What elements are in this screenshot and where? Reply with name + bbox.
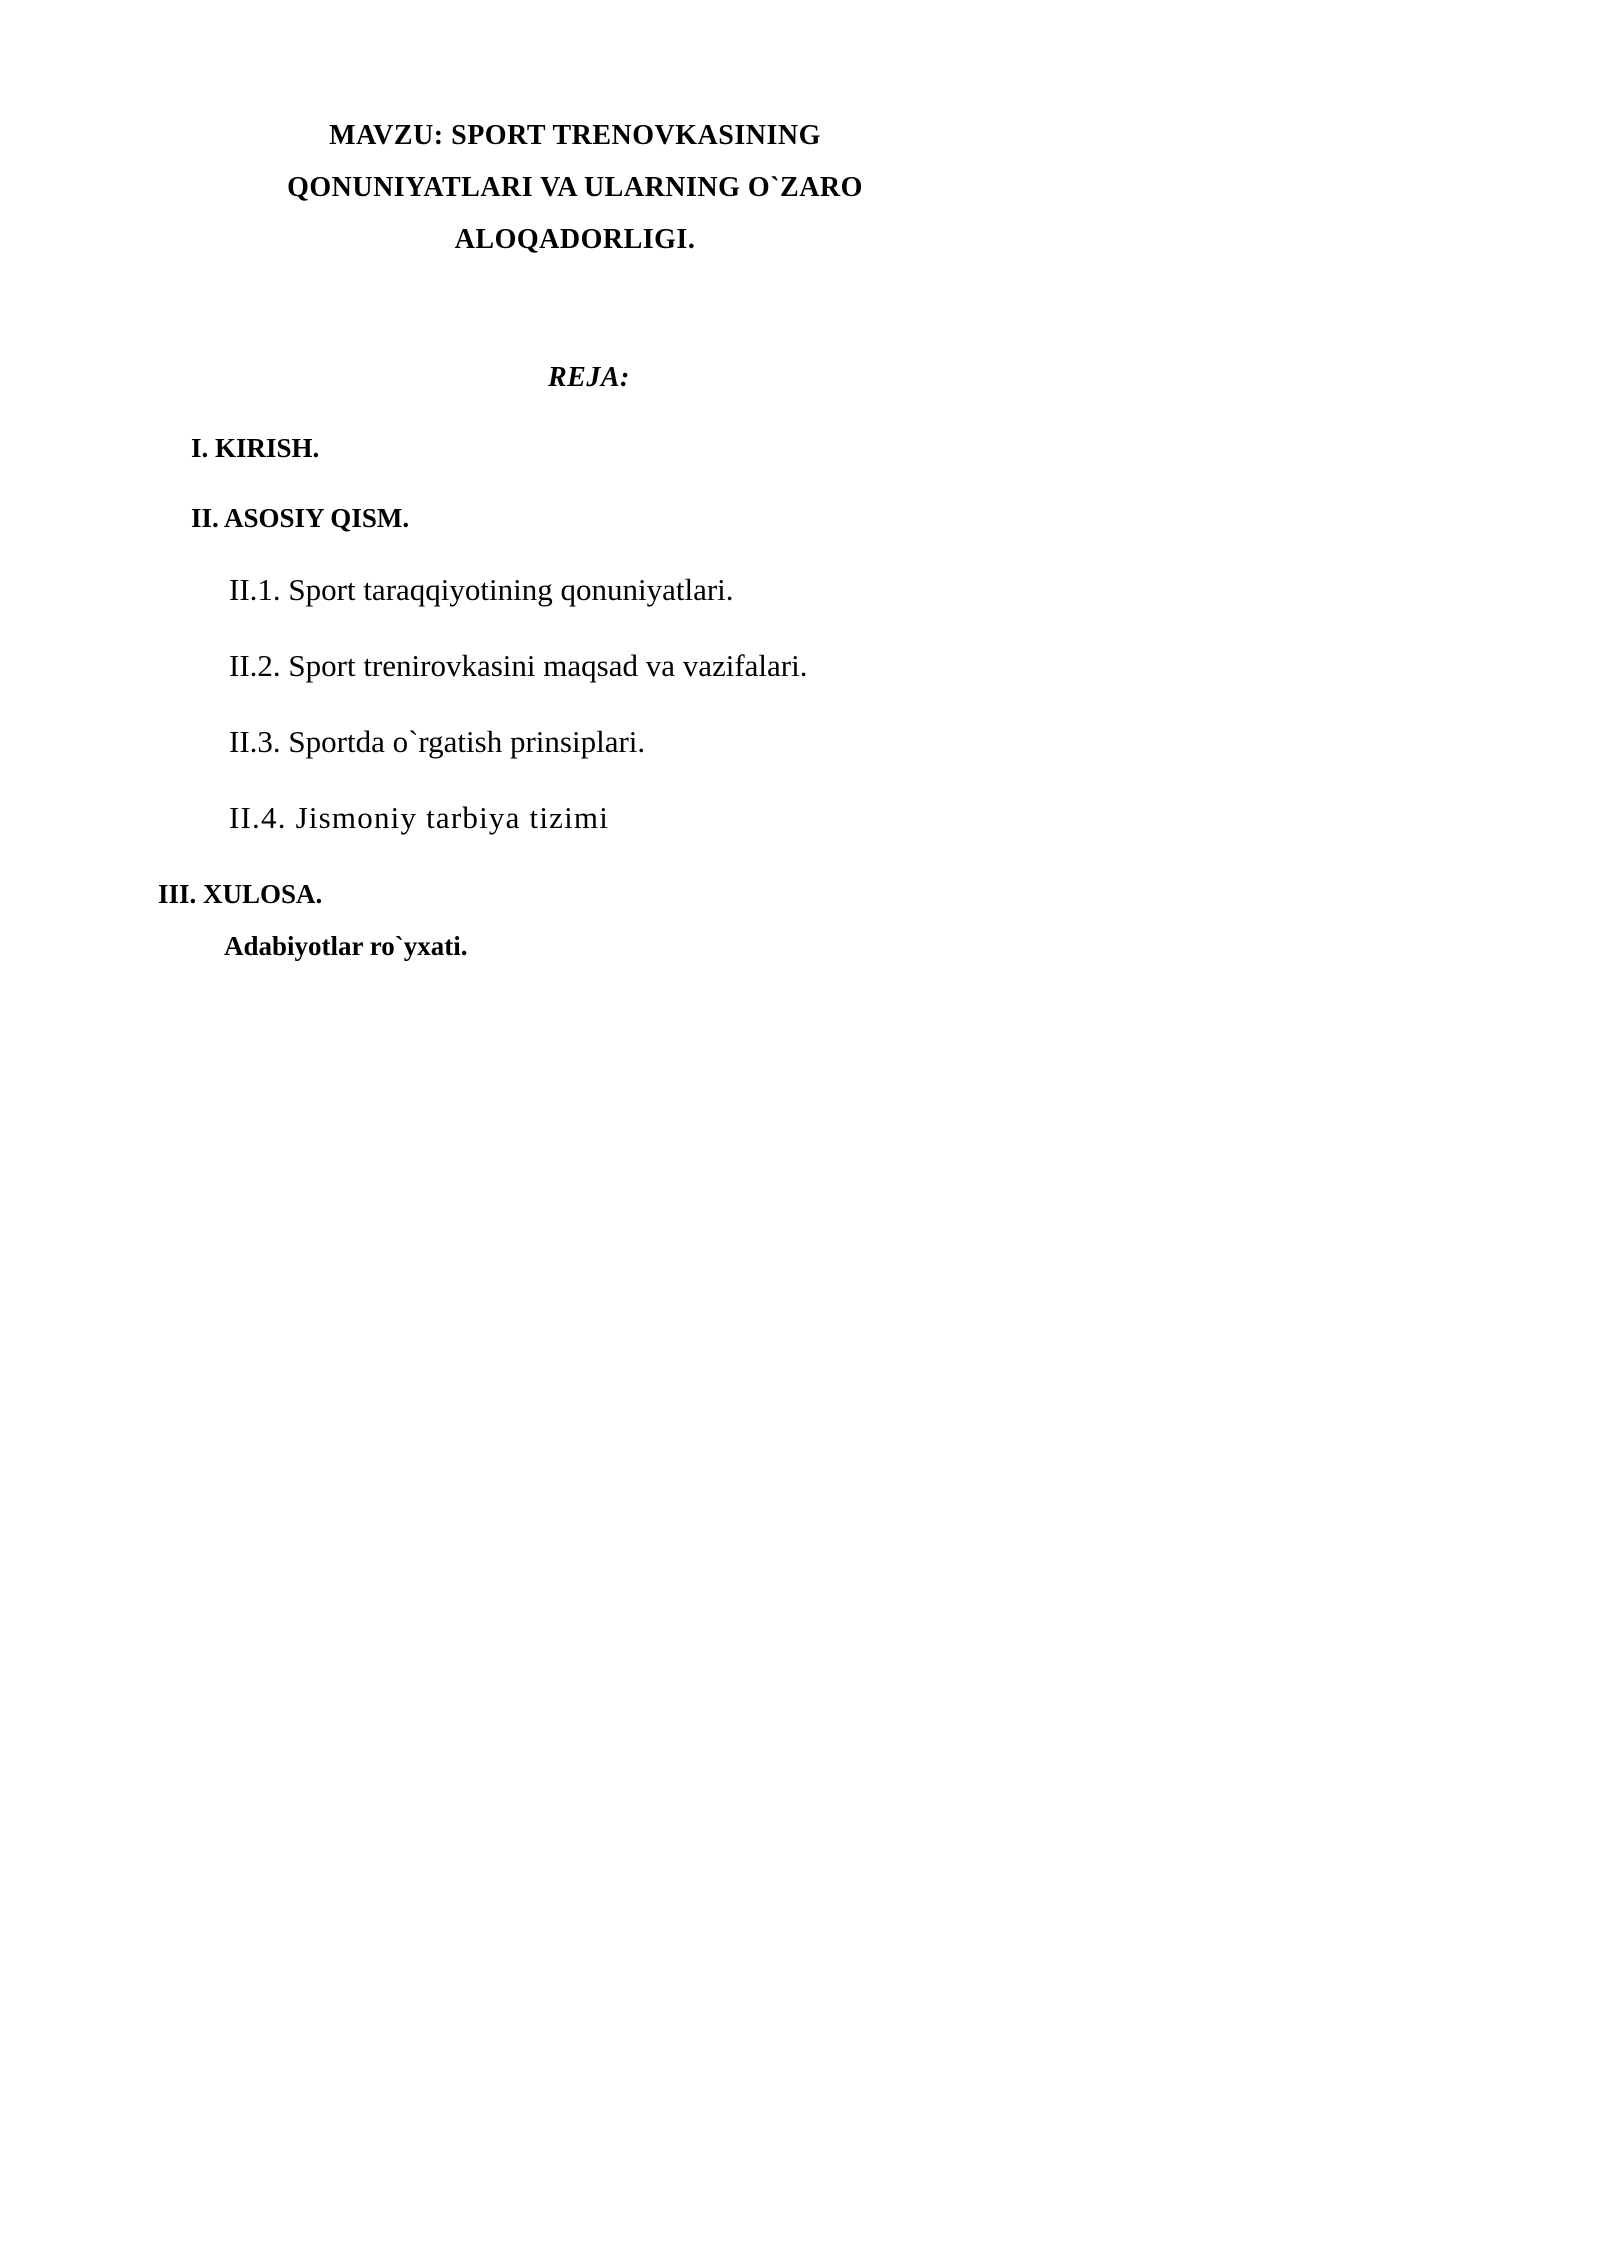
plan-subitem-2: II.2. Sport trenirovkasini maqsad va vazifalari.	[229, 648, 808, 683]
plan-item-main-part: II. ASOSIY QISM.	[191, 503, 410, 533]
plan-subitem-1: II.1. Sport taraqqiyotining qonuniyatlari.	[229, 572, 734, 607]
title-line-1: MAVZU: SPORT TRENOVKASINING	[329, 120, 821, 151]
plan-item-references: Adabiyotlar ro`yxati.	[224, 931, 468, 961]
plan-item-introduction: I. KIRISH.	[191, 433, 320, 463]
document-page	[0, 0, 1101, 1558]
plan-subitem-4: II.4. Jismoniy tarbiya tizimi	[229, 800, 610, 835]
document-title	[160, 110, 990, 266]
plan-subitem-3: II.3. Sportda o`rgatish prinsiplari.	[229, 724, 646, 759]
title-line-2: QONUNIYATLARI VA ULARNING O`ZARO	[287, 172, 863, 203]
title-line-3: ALOQADORLIGI.	[454, 224, 696, 255]
plan-heading: REJA:	[548, 362, 630, 393]
plan-item-conclusion: III. XULOSA.	[158, 879, 323, 909]
